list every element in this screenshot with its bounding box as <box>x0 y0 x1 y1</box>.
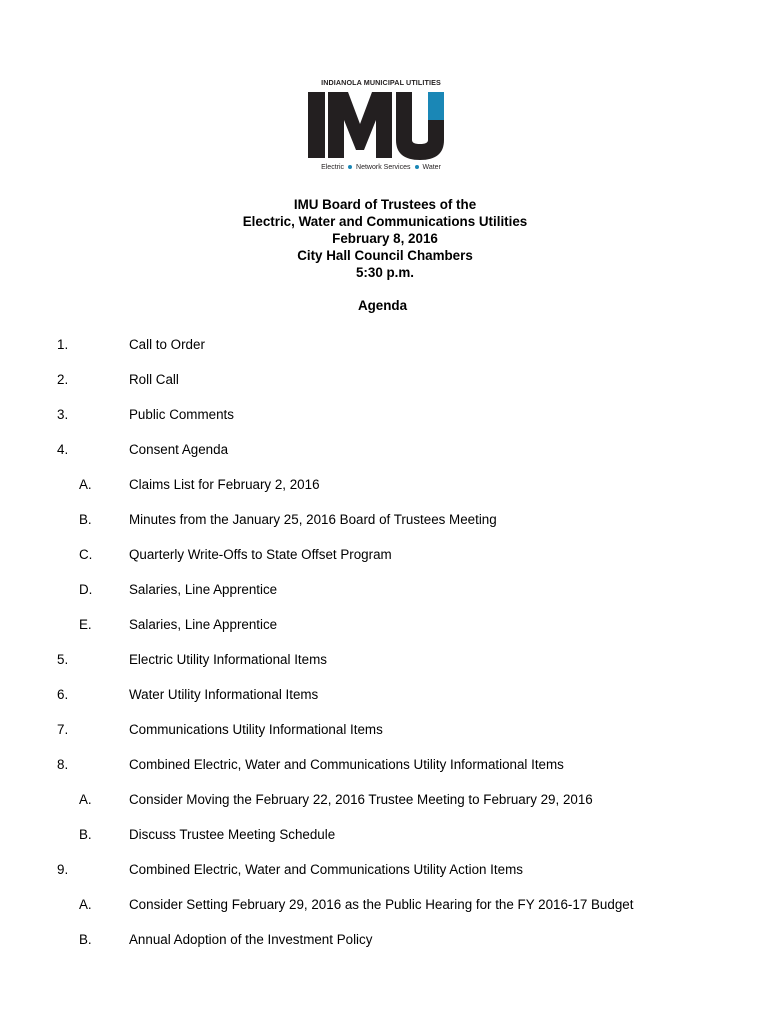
item-letter: A. <box>79 792 92 807</box>
logo-dot <box>348 165 352 169</box>
logo-dot <box>415 165 419 169</box>
heading-line-time: 5:30 p.m. <box>355 265 415 280</box>
item-text: Consider Moving the February 22, 2016 Trustee Meeting to February 29, 2016 <box>129 792 593 807</box>
item-text: Minutes from the January 25, 2016 Board of Trustees Meeting <box>129 512 497 527</box>
logo-letters-graphic <box>308 90 454 160</box>
item-number: 7. <box>57 722 69 737</box>
item-number: 1. <box>57 337 69 352</box>
item-text: Public Comments <box>129 407 234 422</box>
logo-service-water: Water <box>422 164 441 171</box>
item-text: Communications Utility Informational Items <box>129 722 383 737</box>
item-letter: B. <box>79 512 92 527</box>
agenda-subitem <box>0 581 770 599</box>
item-text: Call to Order <box>129 337 205 352</box>
agenda-item <box>0 861 770 879</box>
item-text: Consider Setting February 29, 2016 as the Public Hearing for the FY 2016-17 Budget <box>129 897 634 912</box>
meeting-heading <box>0 196 770 281</box>
item-number: 5. <box>57 652 69 667</box>
item-number: 9. <box>57 862 69 877</box>
agenda-item <box>0 336 770 354</box>
item-letter: C. <box>79 547 93 562</box>
item-number: 8. <box>57 757 69 772</box>
imu-logo <box>308 78 454 174</box>
logo-services-line <box>308 164 454 171</box>
item-text: Salaries, Line Apprentice <box>129 617 278 632</box>
logo-accent-block <box>428 92 444 120</box>
agenda-subitem <box>0 826 770 844</box>
agenda-subitem <box>0 511 770 529</box>
item-text: Water Utility Informational Items <box>129 687 319 702</box>
heading-line-date: February 8, 2016 <box>332 231 438 246</box>
agenda-item <box>0 441 770 459</box>
item-letter: E. <box>79 617 92 632</box>
item-letter: D. <box>79 582 93 597</box>
agenda-title: Agenda <box>357 298 408 313</box>
item-letter: A. <box>79 897 92 912</box>
heading-line-location: City Hall Council Chambers <box>297 248 473 263</box>
logo-service-network: Network Services <box>356 164 411 171</box>
agenda-item <box>0 721 770 739</box>
agenda-subitem <box>0 546 770 564</box>
item-text: Discuss Trustee Meeting Schedule <box>129 827 336 842</box>
item-text: Electric Utility Informational Items <box>129 652 327 667</box>
agenda-subitem <box>0 931 770 949</box>
item-text: Roll Call <box>129 372 179 387</box>
item-letter: B. <box>79 932 92 947</box>
item-number: 2. <box>57 372 69 387</box>
item-letter: B. <box>79 827 92 842</box>
item-text: Claims List for February 2, 2016 <box>129 477 320 492</box>
agenda-item <box>0 756 770 774</box>
agenda-item <box>0 651 770 669</box>
logo-letter-u <box>396 120 444 160</box>
logo-service-electric: Electric <box>321 164 345 171</box>
agenda-item <box>0 686 770 704</box>
logo-letter-i <box>308 92 325 158</box>
agenda-subitem <box>0 616 770 634</box>
item-text: Annual Adoption of the Investment Policy <box>129 932 373 947</box>
item-letter: A. <box>79 477 92 492</box>
item-text: Quarterly Write-Offs to State Offset Program <box>129 547 392 562</box>
item-text: Combined Electric, Water and Communications Utility Informational Items <box>129 757 564 772</box>
agenda-subitem <box>0 791 770 809</box>
item-text: Salaries, Line Apprentice <box>129 582 278 597</box>
item-number: 4. <box>57 442 69 457</box>
agenda-subitem <box>0 896 770 914</box>
logo-org-name: INDIANOLA MUNICIPAL UTILITIES <box>321 78 441 87</box>
heading-line-utilities: Electric, Water and Communications Utilities <box>242 214 528 229</box>
heading-line-board: IMU Board of Trustees of the <box>293 197 477 212</box>
item-text: Consent Agenda <box>129 442 229 457</box>
agenda-subitem <box>0 476 770 494</box>
item-number: 6. <box>57 687 69 702</box>
item-number: 3. <box>57 407 69 422</box>
logo-letter-m <box>328 92 392 158</box>
agenda-item <box>0 371 770 389</box>
agenda-item <box>0 406 770 424</box>
item-text: Combined Electric, Water and Communications Utility Action Items <box>129 862 523 877</box>
